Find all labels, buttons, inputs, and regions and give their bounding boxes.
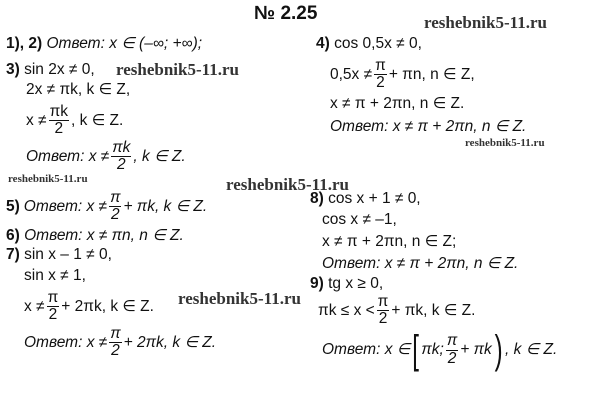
fraction-denominator: 2 [111, 342, 120, 360]
equation-text: sin x – 1 ≠ 0, [24, 246, 112, 263]
fraction [377, 294, 390, 328]
equation-text: cos x + 1 ≠ 0, [328, 190, 421, 207]
answer-text: Ответ: x ≠ πn, n ∈ Z. [24, 227, 184, 244]
interval-end: + πk [460, 341, 492, 359]
fraction-numerator: π [47, 289, 59, 306]
item-number: 9) [310, 275, 324, 292]
equation-suffix: + πk, k ∈ Z. [391, 302, 476, 320]
fraction [109, 190, 121, 224]
task-9-line-1 [310, 276, 383, 292]
task-5-answer [6, 190, 207, 224]
fraction-numerator: πk [112, 139, 131, 156]
fraction-denominator: 2 [54, 120, 64, 138]
item-number: 3) [6, 61, 20, 78]
answer-prefix: Ответ: x ∈ [322, 341, 411, 359]
fraction-numerator: π [110, 189, 121, 206]
answer-prefix: Ответ: x ≠ [24, 334, 108, 352]
task-4-answer: Ответ: x ≠ π + 2πn, n ∈ Z. [330, 118, 527, 135]
equation-text: tg x ≥ 0, [328, 275, 384, 292]
task-9-answer [322, 328, 558, 372]
fraction-denominator: 2 [376, 74, 385, 92]
fraction [374, 58, 387, 92]
task-4-line-2 [330, 58, 475, 92]
answer-suffix: + 2πk, k ∈ Z. [123, 334, 217, 352]
task-7-answer [24, 326, 216, 360]
fraction-denominator: 2 [48, 306, 58, 324]
fraction [446, 333, 458, 367]
equation-prefix: x ≠ [26, 112, 47, 130]
equation-suffix: + πn, n ∈ Z, [388, 66, 475, 84]
task-3-answer [26, 140, 186, 174]
item-number: 1), 2) [6, 35, 43, 52]
answer-1-2 [6, 36, 202, 52]
answer-prefix: Ответ: x ≠ [26, 148, 110, 166]
task-9-line-2 [318, 294, 475, 328]
fraction-numerator: π [377, 293, 389, 310]
fraction-denominator: 2 [117, 156, 126, 174]
equation-text: sin 2x ≠ 0, [24, 61, 95, 78]
equation-prefix: x ≠ [24, 298, 45, 316]
fraction [111, 140, 131, 174]
task-3-line-1 [6, 62, 95, 78]
task-7-line-1 [6, 247, 112, 263]
equation-text: cos 0,5x ≠ 0, [334, 35, 422, 52]
watermark-left-small: reshebnik5-11.ru [8, 173, 88, 185]
left-bracket: [ [412, 328, 420, 372]
equation-prefix: 0,5x ≠ [330, 66, 373, 84]
fraction [49, 104, 69, 138]
task-8-line-1 [310, 191, 421, 207]
answer-text: Ответ: x ∈ (–∞; +∞); [46, 35, 203, 52]
task-4-line-1 [316, 36, 422, 52]
task-6-answer [6, 228, 184, 244]
answer-suffix: , k ∈ Z. [505, 341, 558, 359]
watermark-bottom: reshebnik5-11.ru [178, 289, 301, 308]
watermark-top: reshebnik5-11.ru [424, 13, 547, 32]
task-3-line-2: 2x ≠ πk, k ∈ Z, [26, 81, 131, 98]
fraction-denominator: 2 [110, 206, 120, 224]
task-8-line-2: cos x ≠ –1, [322, 211, 397, 228]
watermark-right-small: reshebnik5-11.ru [465, 137, 545, 149]
fraction [109, 326, 121, 360]
watermark-left-1: reshebnik5-11.ru [116, 60, 239, 79]
interval-start: πk; [421, 341, 444, 359]
fraction-denominator: 2 [378, 310, 388, 328]
equation-suffix: , k ∈ Z. [71, 112, 124, 130]
right-paren: ) [494, 328, 503, 372]
task-4-line-3: x ≠ π + 2πn, n ∈ Z. [330, 95, 465, 112]
fraction [47, 290, 60, 324]
problem-title: № 2.25 [254, 3, 318, 24]
task-7-line-2: sin x ≠ 1, [24, 267, 86, 284]
fraction-numerator: π [110, 325, 121, 342]
equation-suffix: + 2πk, k ∈ Z. [61, 298, 154, 316]
item-number: 5) [6, 198, 20, 216]
fraction-numerator: πk [49, 103, 69, 120]
fraction-numerator: π [446, 332, 458, 350]
task-8-line-3: x ≠ π + 2πn, n ∈ Z; [322, 233, 457, 250]
item-number: 8) [310, 190, 324, 207]
fraction-numerator: π [375, 57, 386, 74]
item-number: 6) [6, 227, 20, 244]
fraction-denominator: 2 [447, 349, 457, 367]
answer-suffix: , k ∈ Z. [133, 148, 186, 166]
item-number: 4) [316, 35, 330, 52]
item-number: 7) [6, 246, 20, 263]
task-8-answer: Ответ: x ≠ π + 2πn, n ∈ Z. [322, 255, 519, 272]
watermark-middle: reshebnik5-11.ru [226, 175, 349, 194]
answer-suffix: + πk, k ∈ Z. [123, 198, 208, 216]
answer-prefix: Ответ: x ≠ [23, 198, 108, 216]
task-3-line-3 [26, 104, 123, 138]
task-7-line-3 [24, 290, 154, 324]
equation-prefix: πk ≤ x < [318, 302, 375, 320]
